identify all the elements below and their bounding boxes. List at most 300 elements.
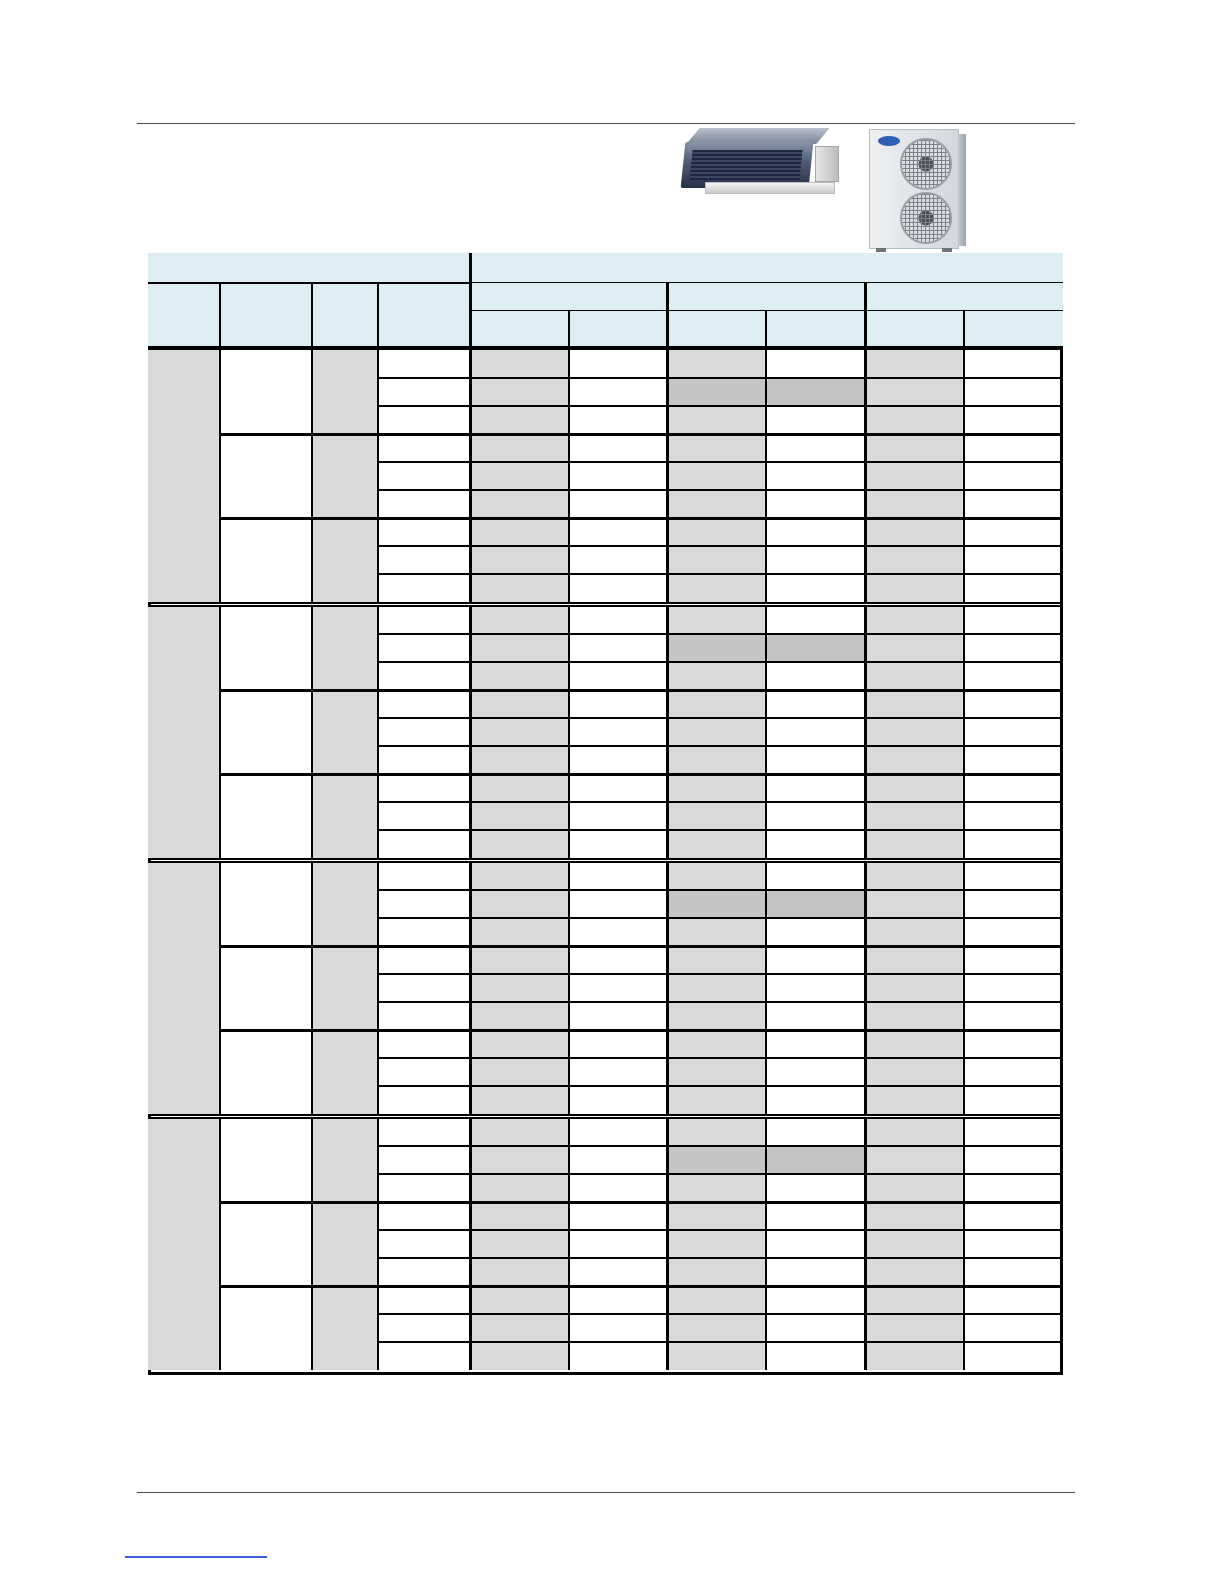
value-cell — [865, 946, 964, 974]
value-cell — [470, 1118, 569, 1146]
value-cell — [470, 574, 569, 602]
section-divider — [148, 858, 1063, 860]
value-cell — [569, 974, 667, 1002]
value-cell — [964, 350, 1063, 378]
row-label-cell — [378, 406, 470, 434]
column-divider — [311, 862, 313, 1114]
value-cell-highlighted — [766, 378, 865, 406]
value-cell — [470, 1058, 569, 1086]
value-cell — [964, 546, 1063, 574]
value-cell — [865, 434, 964, 462]
value-cell — [569, 946, 667, 974]
row-label-cell — [378, 862, 470, 890]
row-label-cell — [378, 1002, 470, 1030]
block-code-cell — [312, 690, 378, 774]
value-cell — [865, 1342, 964, 1370]
value-cell — [865, 350, 964, 378]
value-cell — [667, 662, 766, 690]
value-cell — [569, 1342, 667, 1370]
value-cell — [964, 1342, 1063, 1370]
row-divider — [378, 829, 1063, 831]
value-cell — [569, 1002, 667, 1030]
fan-grille-icon — [900, 138, 952, 190]
value-cell — [865, 802, 964, 830]
value-cell — [865, 1146, 964, 1174]
brand-logo — [878, 136, 900, 146]
value-cell — [470, 718, 569, 746]
value-cell — [964, 490, 1063, 518]
row-label-cell — [378, 434, 470, 462]
group-header-cell — [470, 283, 667, 310]
column-divider — [666, 606, 669, 858]
footer-rule — [137, 1492, 1075, 1493]
value-cell — [865, 718, 964, 746]
value-cell — [766, 1202, 865, 1230]
row-divider — [378, 573, 1063, 575]
value-cell — [569, 1146, 667, 1174]
column-divider — [311, 350, 313, 602]
value-cell — [865, 1258, 964, 1286]
column-divider — [666, 350, 669, 602]
header-cell-left — [148, 253, 470, 283]
indoor-unit-tray — [705, 182, 835, 194]
row-label-cell — [378, 462, 470, 490]
value-cell — [470, 546, 569, 574]
column-divider — [568, 350, 570, 602]
value-cell — [964, 946, 1063, 974]
value-cell — [964, 634, 1063, 662]
value-cell — [964, 830, 1063, 858]
value-cell — [470, 518, 569, 546]
value-cell — [766, 350, 865, 378]
block-code-cell — [312, 1030, 378, 1114]
value-cell — [569, 1314, 667, 1342]
value-cell — [865, 1030, 964, 1058]
value-cell — [766, 606, 865, 634]
value-cell — [865, 606, 964, 634]
value-cell — [766, 1258, 865, 1286]
value-cell — [865, 518, 964, 546]
value-cell — [964, 662, 1063, 690]
indoor-unit-grille — [689, 150, 802, 180]
block-code-cell — [312, 1286, 378, 1370]
value-cell — [667, 862, 766, 890]
block-label-cell — [220, 1286, 312, 1370]
section-divider — [148, 602, 1063, 604]
value-cell — [964, 1258, 1063, 1286]
value-cell — [964, 862, 1063, 890]
column-divider — [765, 606, 767, 858]
value-cell — [865, 546, 964, 574]
value-cell — [470, 774, 569, 802]
value-cell — [964, 1202, 1063, 1230]
row-label-cell — [378, 890, 470, 918]
column-divider — [469, 606, 472, 858]
column-divider — [864, 862, 867, 1114]
column-divider — [219, 1118, 221, 1370]
value-cell — [865, 574, 964, 602]
value-cell — [569, 746, 667, 774]
value-cell — [470, 1314, 569, 1342]
footer-link-underline[interactable] — [125, 1556, 267, 1558]
value-cell — [667, 1118, 766, 1146]
value-cell — [569, 1058, 667, 1086]
value-cell — [569, 802, 667, 830]
group-header-cell — [865, 283, 1063, 310]
outdoor-unit-image — [869, 129, 959, 249]
indoor-unit-control-box — [815, 146, 839, 182]
row-label-cell — [378, 1286, 470, 1314]
column-divider — [568, 1118, 570, 1370]
header-column-divider — [568, 310, 570, 348]
value-cell — [766, 662, 865, 690]
block-label-cell — [220, 774, 312, 858]
value-cell — [865, 378, 964, 406]
value-cell — [766, 718, 865, 746]
value-cell — [470, 746, 569, 774]
column-divider — [377, 1118, 379, 1370]
value-cell — [667, 406, 766, 434]
value-cell — [766, 462, 865, 490]
row-label-cell — [378, 1230, 470, 1258]
row-divider — [378, 461, 1063, 463]
header-column-divider — [377, 283, 379, 348]
value-cell — [964, 378, 1063, 406]
value-cell — [667, 1058, 766, 1086]
value-cell — [667, 1286, 766, 1314]
section-divider — [148, 1117, 1063, 1119]
row-divider — [378, 1313, 1063, 1315]
value-cell — [667, 350, 766, 378]
section-label-cell — [148, 606, 220, 858]
value-cell — [865, 974, 964, 1002]
row-divider — [378, 889, 1063, 891]
value-cell — [964, 774, 1063, 802]
row-divider — [378, 1145, 1063, 1147]
value-cell — [964, 1286, 1063, 1314]
row-label-cell — [378, 1174, 470, 1202]
value-cell — [667, 1342, 766, 1370]
value-cell — [667, 1230, 766, 1258]
value-cell — [470, 434, 569, 462]
header-column-divider — [765, 310, 767, 348]
value-cell — [470, 1002, 569, 1030]
value-cell — [964, 1058, 1063, 1086]
header-rule — [137, 123, 1075, 124]
value-cell-highlighted — [766, 634, 865, 662]
value-cell — [470, 862, 569, 890]
value-cell — [470, 662, 569, 690]
value-cell — [964, 690, 1063, 718]
row-label-cell — [378, 1030, 470, 1058]
value-cell — [470, 634, 569, 662]
column-divider — [963, 606, 965, 858]
value-cell — [667, 1258, 766, 1286]
value-cell — [667, 1314, 766, 1342]
value-cell — [667, 490, 766, 518]
value-cell — [667, 546, 766, 574]
value-cell — [964, 802, 1063, 830]
value-cell — [470, 378, 569, 406]
value-cell — [964, 718, 1063, 746]
value-cell — [667, 434, 766, 462]
value-cell — [667, 1086, 766, 1114]
column-divider — [219, 350, 221, 602]
value-cell — [569, 1030, 667, 1058]
value-cell — [470, 690, 569, 718]
value-cell — [470, 606, 569, 634]
value-cell — [667, 946, 766, 974]
value-cell — [964, 746, 1063, 774]
value-cell — [865, 862, 964, 890]
value-cell — [569, 890, 667, 918]
row-divider — [378, 1257, 1063, 1259]
block-code-cell — [312, 862, 378, 946]
value-cell — [667, 690, 766, 718]
value-cell — [569, 1286, 667, 1314]
value-cell — [766, 1342, 865, 1370]
value-cell — [569, 462, 667, 490]
value-cell — [470, 830, 569, 858]
section-divider — [148, 1114, 1063, 1116]
row-label-cell — [378, 378, 470, 406]
value-cell — [964, 1002, 1063, 1030]
header-column-divider — [311, 283, 313, 348]
value-cell — [766, 1058, 865, 1086]
block-label-cell — [220, 690, 312, 774]
value-cell — [964, 574, 1063, 602]
value-cell — [766, 574, 865, 602]
block-divider — [220, 517, 1063, 520]
column-divider — [377, 862, 379, 1114]
row-label-cell — [378, 1258, 470, 1286]
value-cell — [766, 518, 865, 546]
value-cell — [569, 606, 667, 634]
value-cell — [569, 378, 667, 406]
section-label-cell — [148, 1118, 220, 1370]
value-cell — [569, 490, 667, 518]
value-cell — [667, 1202, 766, 1230]
value-cell-highlighted — [667, 890, 766, 918]
column-divider — [765, 350, 767, 602]
value-cell — [865, 1314, 964, 1342]
value-cell — [964, 1030, 1063, 1058]
value-cell — [667, 574, 766, 602]
block-label-cell — [220, 606, 312, 690]
value-cell — [470, 1342, 569, 1370]
row-label-cell — [378, 830, 470, 858]
row-label-cell — [378, 946, 470, 974]
value-cell — [766, 862, 865, 890]
row-divider — [378, 405, 1063, 407]
value-cell — [766, 802, 865, 830]
value-cell — [964, 518, 1063, 546]
value-cell — [667, 518, 766, 546]
value-cell — [667, 918, 766, 946]
value-cell — [569, 774, 667, 802]
value-cell — [964, 1146, 1063, 1174]
column-divider — [963, 862, 965, 1114]
value-cell — [964, 918, 1063, 946]
block-code-cell — [312, 434, 378, 518]
value-cell — [964, 406, 1063, 434]
group-header-cell — [667, 283, 865, 310]
value-cell — [667, 606, 766, 634]
row-divider — [378, 1057, 1063, 1059]
row-divider — [378, 1001, 1063, 1003]
value-cell — [569, 690, 667, 718]
value-cell — [865, 1286, 964, 1314]
block-code-cell — [312, 1202, 378, 1286]
column-divider — [568, 862, 570, 1114]
value-cell-highlighted — [667, 378, 766, 406]
value-cell — [766, 490, 865, 518]
value-cell-highlighted — [766, 890, 865, 918]
value-cell — [470, 974, 569, 1002]
row-label-cell — [378, 1058, 470, 1086]
row-label-cell — [378, 1118, 470, 1146]
value-cell — [569, 1118, 667, 1146]
row-label-cell — [378, 1314, 470, 1342]
block-code-cell — [312, 350, 378, 434]
section-label-cell — [148, 862, 220, 1114]
column-divider — [666, 862, 669, 1114]
value-cell — [569, 1174, 667, 1202]
row-divider — [378, 1085, 1063, 1087]
header-column-divider — [666, 283, 669, 348]
value-cell — [569, 862, 667, 890]
value-cell — [766, 946, 865, 974]
row-label-cell — [378, 1342, 470, 1370]
row-label-cell — [378, 1202, 470, 1230]
row-label-cell — [378, 350, 470, 378]
block-divider — [220, 433, 1063, 436]
row-label-cell — [378, 490, 470, 518]
value-cell — [766, 974, 865, 1002]
value-cell — [569, 518, 667, 546]
block-label-cell — [220, 518, 312, 602]
value-cell — [470, 350, 569, 378]
block-code-cell — [312, 774, 378, 858]
block-label-cell — [220, 1030, 312, 1114]
value-cell — [766, 774, 865, 802]
column-divider — [666, 1118, 669, 1370]
value-cell — [766, 1174, 865, 1202]
section-divider — [148, 605, 1063, 607]
value-cell — [865, 406, 964, 434]
row-label-cell — [378, 974, 470, 1002]
value-cell — [865, 1002, 964, 1030]
row-label-cell — [378, 518, 470, 546]
value-cell — [470, 1258, 569, 1286]
row-divider — [378, 1341, 1063, 1343]
row-label-cell — [378, 802, 470, 830]
value-cell — [667, 1174, 766, 1202]
value-cell — [470, 1030, 569, 1058]
value-cell — [766, 1086, 865, 1114]
row-label-cell — [378, 634, 470, 662]
block-label-cell — [220, 1118, 312, 1202]
value-cell — [569, 434, 667, 462]
block-code-cell — [312, 1118, 378, 1202]
value-cell — [964, 890, 1063, 918]
value-cell — [569, 830, 667, 858]
column-divider — [469, 1118, 472, 1370]
section-label-cell — [148, 350, 220, 602]
value-cell — [766, 1030, 865, 1058]
row-label-cell — [378, 918, 470, 946]
header-column-divider — [469, 253, 472, 348]
value-cell — [470, 490, 569, 518]
block-divider — [220, 945, 1063, 948]
value-cell — [470, 802, 569, 830]
value-cell — [470, 918, 569, 946]
column-divider — [377, 606, 379, 858]
value-cell — [667, 830, 766, 858]
value-cell — [964, 1086, 1063, 1114]
column-divider — [765, 1118, 767, 1370]
value-cell — [865, 662, 964, 690]
block-divider — [220, 1285, 1063, 1288]
row-label-cell — [378, 606, 470, 634]
row-divider — [378, 633, 1063, 635]
block-divider — [220, 1201, 1063, 1204]
value-cell — [964, 606, 1063, 634]
row-divider — [378, 489, 1063, 491]
outdoor-unit-side — [958, 134, 966, 246]
row-label-cell — [378, 746, 470, 774]
value-cell — [667, 802, 766, 830]
unit-foot — [876, 248, 886, 252]
value-cell — [667, 1002, 766, 1030]
value-cell-highlighted — [667, 634, 766, 662]
spec-table — [148, 253, 1063, 1375]
value-cell — [470, 890, 569, 918]
value-cell — [667, 746, 766, 774]
value-cell — [569, 406, 667, 434]
row-label-cell — [378, 690, 470, 718]
column-divider — [568, 606, 570, 858]
value-cell — [667, 774, 766, 802]
column-divider — [864, 1118, 867, 1370]
column-divider — [377, 350, 379, 602]
row-divider — [378, 745, 1063, 747]
value-cell — [865, 830, 964, 858]
value-cell — [766, 1118, 865, 1146]
value-cell — [569, 546, 667, 574]
value-cell — [865, 634, 964, 662]
value-cell-highlighted — [766, 1146, 865, 1174]
value-cell-highlighted — [667, 1146, 766, 1174]
value-cell — [667, 1030, 766, 1058]
row-divider — [378, 377, 1063, 379]
row-label-cell — [378, 774, 470, 802]
value-cell — [470, 1086, 569, 1114]
value-cell — [470, 1230, 569, 1258]
column-divider — [864, 606, 867, 858]
value-cell — [569, 350, 667, 378]
block-label-cell — [220, 1202, 312, 1286]
header-column-divider — [219, 283, 221, 348]
value-cell — [766, 1314, 865, 1342]
value-cell — [964, 1230, 1063, 1258]
value-cell — [865, 1118, 964, 1146]
value-cell — [865, 774, 964, 802]
value-cell — [865, 490, 964, 518]
indoor-unit-image — [683, 128, 839, 194]
row-label-cell — [378, 662, 470, 690]
value-cell — [766, 746, 865, 774]
